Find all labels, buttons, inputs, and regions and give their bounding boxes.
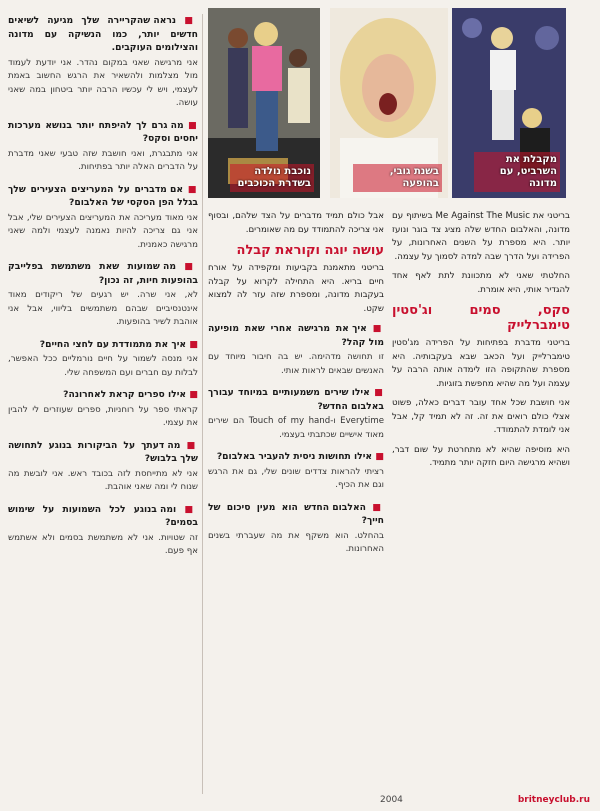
answer: אני מנסה לשמור על חיים נורמליים ככל האפשר, לבלות עם חברים ועם המשפחה שלי. [8,354,198,378]
photo-caption: בשנת גובי, בהופעה [353,164,442,192]
body-text: אני חושבת שכל אחד עובר דברים כאלה, פשוט אצלי כולם רואים את זה. זה לא תמיד קל, אבל אני לומדת להתמודד. [392,398,570,435]
page-number: 2004 [380,795,403,805]
photo-madonna [452,8,566,198]
answer: בהחלט. הוא משקף את מה שעברתי בשנים האחרונות. [208,530,384,554]
photo-caption: מקבלת את השרביט, עם מדונה [474,152,560,192]
answer: אני מרגישה שאני במקום נהדר. אני יודעת לעמוד מול מצלמות ולהשאיר את הרגש החשוב באמת לעצמי, ויש לי עכשיו הרבה יותר ביטחון במה שאני עושה. [8,57,198,108]
body-text: בריטני את Me Against The Music בשיתוף עם מדונה, והאלבום החדש שלה מציג צד בוגר ונועז יותר. היא מספרת על השנים האחרונות, על הפרידה ועל הדרך שבה למדה לסמוך על עצמה. [392,211,570,262]
question: ■ נראה שהקריירה שלך מגיעה לשיאים חדשים יותר, כמו הנשיקה עם מדונה והצילומים העוקבים. [8,14,198,55]
answer: זו תחושה מדהימה. יש בה חיבור מיוחד עם האנשים שבאים לראות אותי. [208,352,384,376]
section-heading: סקס, סמים וג'סטין טימברלייק [392,303,570,333]
right-column [392,210,570,800]
question: ■ מה שמועות שאת משתמשת בפלייבק בהופעות חיות, זה נכון? [8,260,198,287]
middle-column [208,210,384,800]
question: ■ מה דעתך על הביקורות בנוגע לתחושה שלך בלבוש? [8,439,198,466]
question: ■ איך את מרגישה אחרי שאת מופיעה מול קהל? [208,322,384,349]
photo-caption: נוכבת נולדה בשדרת הכוכבים [230,164,314,192]
answer: רציתי להראות צדדים שונים שלי, גם את הרגש וגם את הכיף. [208,466,384,490]
column-divider [202,14,203,794]
answer: קראתי ספר על רוחניות, ספרים שעוזרים לי להבין את עצמי. [8,404,198,428]
body-text: החלטתי שאני לא מתכוונת לתת לאף אחד להגדיר אותי, היא אומרת. [392,271,570,295]
answer: אני מתבגרת, ואני חושבת שזה טבעי שאני מדברת על הדברים האלה יותר בפתיחות. [8,148,198,172]
site-watermark: britneyclub.ru [517,795,590,805]
body-text: היא מוסיפה שהיא לא מתחרטת על שום דבר, ושהיא מרגישה היום חזקה יותר מתמיד. [392,444,570,468]
photo-concert [330,8,448,198]
photo-walk-of-fame [208,8,320,198]
answer: Everytime ו-Touch of my hand הם שירים מאוד אישיים שכתבתי בעצמי. [208,416,384,440]
answer: לא, אני שרה. יש רגעים של ריקודים מאוד אינטנסיביים שבהם משתמשים בליווי, אבל אני אוהבת לשיר בהופעות. [8,290,198,327]
body-text: בריטני מדברת בפתיחות על הפרידה מג'סטין טימברלייק ועל הכאב שבא בעקבותיה. היא מספרת שהתקופה הזו לימדה אותה הרבה על עצמה ועל מה שהיא מחפשת בזוגיות. [392,338,570,389]
question: ■ אילו שירים משמעותיים במיוחד עבורך באלבום החדש? [208,386,384,413]
left-column [8,14,198,774]
question: ■ אילו תחושות ניסית להעביר באלבום? [208,450,384,464]
question: ■ איך את מתמודדת עם לחצי החיים? [8,338,198,352]
question: ■ האלבום החדש הוא מעין סיכום של חייך? [208,501,384,528]
question: ■ אם מדברים על המעריצים הצעירים שלך בגלל הפן הסקסי של האלבום? [8,183,198,210]
body-text: אבל כולם תמיד מדברים על הצד שלהם, ובסוף אני צריכה להתמודד עם מה שאומרים. [208,211,384,235]
body-text: בריטני מתאמנת בקביעות ומקפידה על אורח חיים בריא. היא התחילה לקרוא על קבלה בעקבות מדונה, ומספרת שזה עזר לה למצוא שקט. [208,263,384,314]
answer: זה שטויות. אני לא משתמשת בסמים ולא אשתמש אף פעם. [8,532,198,556]
section-heading: עושה יוגה וקוראת קבלה [236,243,384,258]
question: ■ אילו ספרים קראת לאחרונה? [8,388,198,402]
page-footer [380,793,590,807]
question: ■ ומה בנוגע לכל השמועות על שימוש בסמים? [8,503,198,530]
answer: אני לא מתייחסת לזה בכובד ראש. אני לובשת מה שנוח לי ומה שאני אוהבת. [8,468,198,492]
answer: אני מאוד מעריכה את המעריצים הצעירים שלי, אבל אני גם צריכה להיות נאמנה לעצמי ולמה שאני מרגישה כאמנית. [8,212,198,250]
question: ■ מה גרם לך להיפתח יותר בנושא מערכות יחסים וסקס? [8,119,198,146]
